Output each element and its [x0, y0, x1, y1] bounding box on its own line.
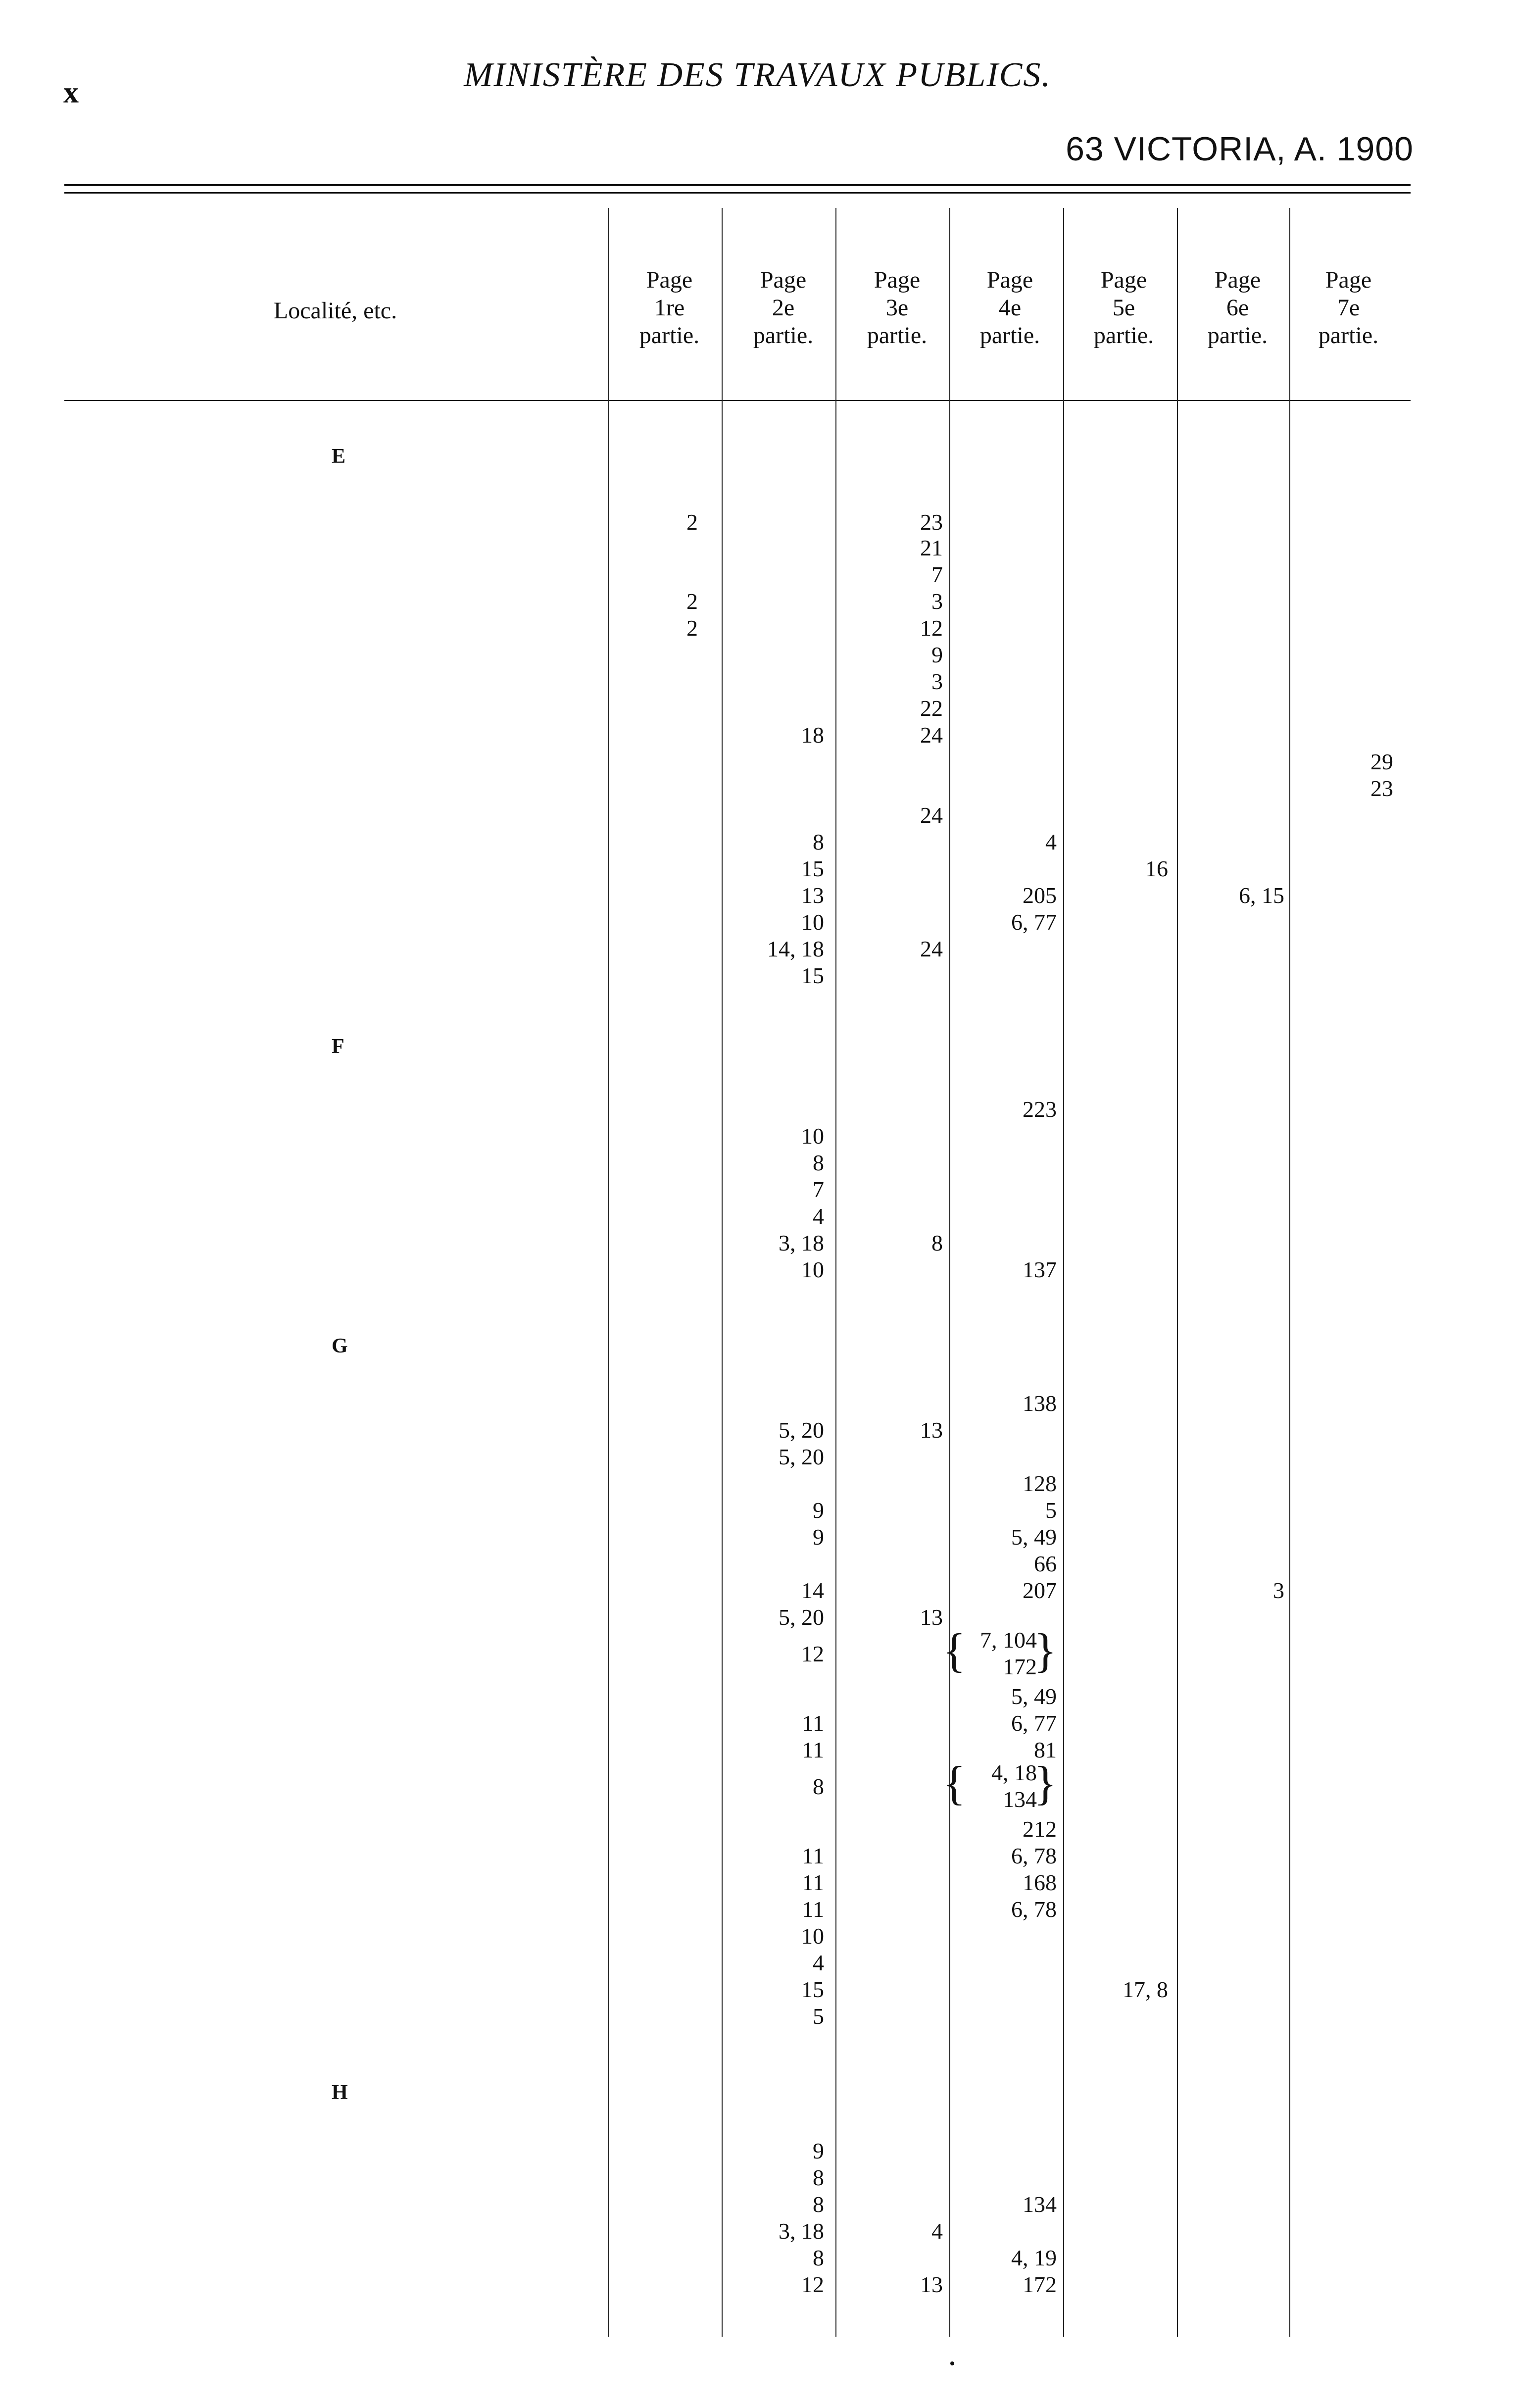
column-header-line: 1re	[654, 295, 685, 321]
index-row	[0, 2164, 1515, 2192]
column-header-line: 2e	[772, 295, 795, 321]
index-row	[0, 1551, 1515, 1578]
page-ref-part-2: 8	[813, 829, 824, 854]
page-ref-part-3: 21	[920, 535, 943, 560]
page-ref-part-3: 4	[931, 2218, 943, 2244]
page-ref-part-4: 128	[1023, 1471, 1057, 1496]
page-ref-part-4: 137	[1023, 1257, 1057, 1282]
column-header-line: 6e	[1226, 295, 1249, 321]
page-ref-part-3: 22	[920, 696, 943, 721]
column-header-line: Page	[1100, 267, 1147, 293]
page-ref-line: 134	[1003, 1787, 1037, 1812]
page-ref-part-2: 15	[801, 963, 824, 988]
page-ref-part-6: 3	[1273, 1578, 1284, 1603]
column-header-line: 7e	[1337, 295, 1360, 321]
column-header-line: 4e	[998, 295, 1022, 321]
page-ref-part-2: 10	[801, 1123, 824, 1149]
index-row	[0, 749, 1515, 776]
page-ref-part-2: 9	[813, 2138, 824, 2163]
page-ref-part-2: 18	[801, 722, 824, 748]
page-ref-part-2: 14, 18	[767, 936, 824, 961]
column-header-line: Page	[760, 267, 807, 293]
column-header-line: Page	[646, 267, 693, 293]
column-header-line: partie.	[1318, 322, 1379, 349]
page-ref-part-2: 5, 20	[779, 1417, 824, 1443]
index-row	[0, 775, 1515, 803]
column-header-line: 3e	[885, 295, 909, 321]
index-row	[0, 588, 1515, 616]
index-row	[0, 1123, 1515, 1151]
index-row	[0, 1604, 1515, 1632]
header-rule-top	[64, 184, 1411, 186]
section-letter: F	[332, 1035, 344, 1058]
page-ref-part-4: 4	[1045, 829, 1057, 854]
column-header-part-1	[614, 266, 725, 350]
index-row	[0, 1176, 1515, 1204]
page-ref-part-2: 8	[813, 1774, 824, 1799]
column-header-line: partie.	[753, 322, 814, 349]
index-row	[0, 2003, 1515, 2031]
index-row	[0, 1577, 1515, 1605]
page-ref-part-2: 10	[801, 1923, 824, 1949]
page-ref-part-3: 12	[920, 615, 943, 641]
page-ref-part-2: 8	[813, 2245, 824, 2270]
index-row	[0, 2218, 1515, 2246]
column-header-line: partie.	[639, 322, 700, 349]
page-ref-part-7: 23	[1370, 776, 1393, 801]
index-row	[0, 2191, 1515, 2219]
index-row	[0, 615, 1515, 643]
index-row	[0, 561, 1515, 589]
page-ref-part-4: 223	[1023, 1097, 1057, 1122]
page-ref-part-4: 134	[1023, 2192, 1057, 2217]
page-ref-part-4: 6, 77	[1011, 909, 1057, 935]
page-ref-part-2: 11	[802, 1737, 824, 1762]
session-label: 63 VICTORIA, A. 1900	[1066, 130, 1414, 168]
page-ref-part-3: 13	[920, 1417, 943, 1443]
brace-right: }	[1033, 1756, 1057, 1809]
column-header-line: Page	[1325, 267, 1372, 293]
index-row	[0, 1470, 1515, 1498]
column-header-part-3	[841, 266, 953, 350]
brace-right: }	[1033, 1624, 1057, 1677]
page-ref-part-2: 12	[801, 2272, 824, 2297]
page-mark	[950, 2361, 954, 2365]
column-header-part-6	[1182, 266, 1293, 350]
index-row	[0, 2245, 1515, 2272]
index-row	[0, 1256, 1515, 1284]
column-header-line: 5e	[1112, 295, 1135, 321]
page-ref-part-2: 5, 20	[779, 1605, 824, 1630]
index-row	[0, 2138, 1515, 2165]
index-row	[0, 1417, 1515, 1445]
column-header-rule	[64, 400, 1411, 401]
index-row	[0, 1096, 1515, 1124]
page-ref-part-4: 6, 77	[1011, 1710, 1057, 1736]
page-ref-part-3: 24	[920, 722, 943, 748]
index-row	[0, 1150, 1515, 1177]
page-ref-part-3: 3	[931, 669, 943, 694]
page-ref-line: 172	[1003, 1654, 1037, 1679]
column-header-locality: Localité, etc.	[273, 298, 397, 324]
index-row	[0, 802, 1515, 830]
page-title: MINISTÈRE DES TRAVAUX PUBLICS.	[464, 56, 1051, 94]
index-row	[0, 829, 1515, 856]
index-row	[0, 642, 1515, 669]
column-header-line: Page	[1214, 267, 1261, 293]
index-row	[0, 1950, 1515, 1977]
page-ref-part-2: 11	[802, 1897, 824, 1922]
page-ref-part-4: 5, 49	[1011, 1684, 1057, 1709]
page-ref-part-3: 24	[920, 936, 943, 961]
page-number: x	[63, 76, 79, 109]
page-ref-part-4: 6, 78	[1011, 1843, 1057, 1868]
page-ref-part-3: 23	[920, 509, 943, 535]
page-ref-part-4: 138	[1023, 1391, 1057, 1416]
index-row	[0, 855, 1515, 883]
index-row	[0, 936, 1515, 963]
section-letter: E	[332, 445, 346, 468]
column-header-line: Page	[986, 267, 1033, 293]
index-row	[0, 1497, 1515, 1525]
page-ref-part-2: 14	[801, 1578, 824, 1603]
page-ref-part-2: 8	[813, 1150, 824, 1175]
index-row	[0, 535, 1515, 562]
section-letter: H	[332, 2081, 348, 2104]
index-row	[0, 1710, 1515, 1738]
index-row	[0, 1624, 1515, 1679]
index-row	[0, 1390, 1515, 1418]
column-header-line: partie.	[867, 322, 928, 349]
index-row	[0, 1976, 1515, 2004]
index-row	[0, 882, 1515, 910]
page-ref-part-2: 4	[813, 1204, 824, 1229]
page-ref-part-2: 7	[813, 1177, 824, 1202]
page-ref-part-3: 3	[931, 589, 943, 614]
page-ref-part-2: 9	[813, 1524, 824, 1550]
section-letter: G	[332, 1335, 348, 1357]
index-row	[0, 1683, 1515, 1711]
column-header-part-2	[728, 266, 839, 350]
column-header-part-7	[1293, 266, 1404, 350]
index-row	[0, 1737, 1515, 1764]
index-row	[0, 1756, 1515, 1812]
index-row	[0, 695, 1515, 723]
page-ref-part-4: 207	[1023, 1578, 1057, 1603]
index-row	[0, 909, 1515, 937]
page-ref-line: 4, 18	[991, 1760, 1037, 1785]
page-ref-part-2: 11	[802, 1870, 824, 1895]
page-ref-part-4: 5, 49	[1011, 1524, 1057, 1550]
page-ref-line: 7, 104	[980, 1627, 1037, 1653]
column-header-line: Page	[874, 267, 921, 293]
page-ref-part-2: 15	[801, 1977, 824, 2002]
page-ref-part-2: 11	[802, 1710, 824, 1736]
brace-left: {	[943, 1624, 966, 1677]
page-ref-part-3: 7	[931, 562, 943, 587]
page-ref-part-2: 15	[801, 856, 824, 881]
index-row	[0, 722, 1515, 750]
page-ref-part-2: 10	[801, 1257, 824, 1282]
page-ref-part-1: 2	[686, 589, 698, 614]
page-ref-part-4: 81	[1034, 1737, 1057, 1762]
page-ref-part-2: 4	[813, 1950, 824, 1975]
page-ref-part-2: 3, 18	[779, 1230, 824, 1255]
index-row	[0, 1896, 1515, 1924]
page-ref-part-2: 8	[813, 2165, 824, 2190]
index-row	[0, 1203, 1515, 1231]
page-ref-part-2: 3, 18	[779, 2218, 824, 2244]
page-ref-part-4: 168	[1023, 1870, 1057, 1895]
page-ref-part-2: 10	[801, 909, 824, 935]
page-ref-part-4: 4, 19	[1011, 2245, 1057, 2270]
page-ref-part-6: 6, 15	[1239, 883, 1284, 908]
page-ref-part-4: 212	[1023, 1816, 1057, 1842]
brace-left: {	[943, 1756, 966, 1809]
index-row	[0, 962, 1515, 990]
page-ref-part-3: 9	[931, 642, 943, 667]
header-rule-bottom	[64, 192, 1411, 194]
index-row	[0, 1816, 1515, 1844]
page-ref-part-5: 17, 8	[1123, 1977, 1168, 2002]
page-ref-part-2: 5, 20	[779, 1444, 824, 1469]
page-ref-part-1: 2	[686, 615, 698, 641]
index-row	[0, 1923, 1515, 1951]
page-ref-part-7: 29	[1370, 749, 1393, 774]
column-header-line: partie.	[1093, 322, 1154, 349]
page-ref-part-4: 5	[1045, 1498, 1057, 1523]
page-ref-part-3: 13	[920, 1605, 943, 1630]
page-ref-part-3: 24	[920, 803, 943, 828]
page-ref-part-1: 2	[686, 509, 698, 535]
page-ref-part-4: 205	[1023, 883, 1057, 908]
page-ref-part-2: 8	[813, 2192, 824, 2217]
page-ref-part-5: 16	[1145, 856, 1168, 881]
page-ref-part-2: 5	[813, 2004, 824, 2029]
index-row	[0, 1869, 1515, 1897]
column-header-part-4	[954, 266, 1066, 350]
page-ref-part-2: 12	[801, 1641, 824, 1666]
page-ref-part-2: 13	[801, 883, 824, 908]
index-row	[0, 668, 1515, 696]
page-ref-part-3: 13	[920, 2272, 943, 2297]
column-header-part-5	[1068, 266, 1179, 350]
index-row	[0, 1524, 1515, 1552]
page-ref-part-4: 66	[1034, 1551, 1057, 1576]
page-ref-part-2: 9	[813, 1498, 824, 1523]
column-header-line: partie.	[1207, 322, 1268, 349]
page-ref-part-2: 11	[802, 1843, 824, 1868]
page-ref-part-3: 8	[931, 1230, 943, 1255]
page-ref-part-4: 6, 78	[1011, 1897, 1057, 1922]
page-ref-part-4: 172	[1023, 2272, 1057, 2297]
index-row	[0, 1230, 1515, 1257]
column-header-line: partie.	[979, 322, 1040, 349]
index-row	[0, 2271, 1515, 2299]
index-row	[0, 509, 1515, 537]
index-row	[0, 1843, 1515, 1870]
index-row	[0, 1444, 1515, 1471]
